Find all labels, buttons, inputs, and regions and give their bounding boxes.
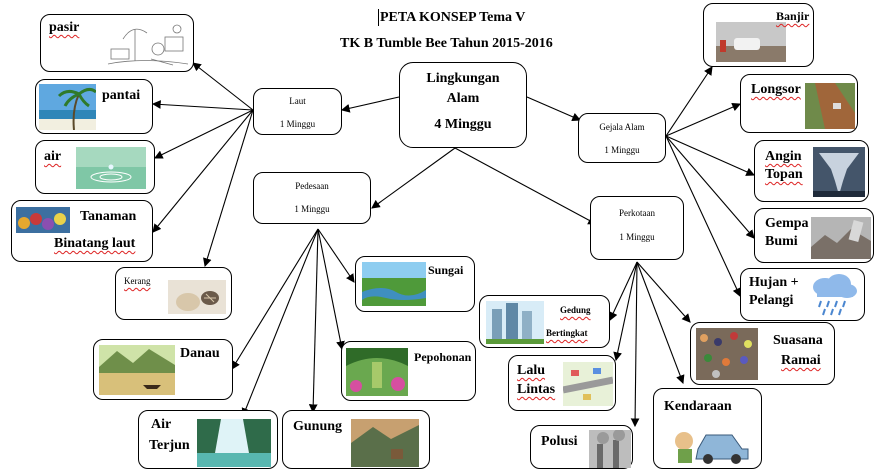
gempa-label-2: Bumi bbox=[765, 234, 798, 249]
title-line-1: PETA KONSEP Tema V bbox=[380, 10, 526, 25]
leaf-hujan-pelangi[interactable] bbox=[740, 268, 865, 321]
longsor-landslide-image bbox=[805, 83, 855, 129]
title-line-2: TK B Tumble Bee Tahun 2015-2016 bbox=[340, 36, 553, 51]
leaf-lalu-lintas[interactable] bbox=[508, 355, 616, 411]
air-terjun-label-2: Terjun bbox=[149, 438, 190, 453]
leaf-air-terjun[interactable] bbox=[138, 410, 278, 469]
gejala-duration: 1 Minggu bbox=[604, 145, 640, 155]
text-cursor bbox=[378, 9, 379, 26]
angin-label-1: Angin bbox=[765, 149, 802, 164]
leaf-kerang[interactable] bbox=[115, 267, 232, 320]
leaf-air[interactable] bbox=[35, 140, 155, 194]
gunung-mountain-image bbox=[351, 419, 419, 467]
node-laut[interactable] bbox=[253, 88, 342, 135]
leaf-gempa-bumi[interactable] bbox=[754, 208, 874, 263]
gedung-buildings-image bbox=[486, 301, 544, 344]
kendaraan-car-image bbox=[670, 419, 750, 465]
pasir-sketch-image bbox=[103, 19, 191, 69]
leaf-angin-topan[interactable] bbox=[754, 140, 869, 202]
leaf-suasana-ramai[interactable] bbox=[690, 322, 835, 385]
sungai-river-image bbox=[362, 262, 426, 306]
pantai-label: pantai bbox=[102, 88, 141, 103]
leaf-banjir[interactable] bbox=[703, 3, 814, 67]
gempa-bumi-rubble-image bbox=[811, 217, 871, 259]
perkotaan-name: Perkotaan bbox=[619, 208, 655, 218]
longsor-label: Longsor bbox=[751, 82, 801, 97]
banjir-flood-image bbox=[716, 22, 786, 62]
lalu-lintas-label-2: Lintas bbox=[517, 382, 556, 397]
laut-name: Laut bbox=[289, 96, 306, 106]
binatang-laut-label: Binatang laut bbox=[54, 236, 136, 251]
kendaraan-label: Kendaraan bbox=[664, 399, 732, 414]
leaf-pepohonan[interactable] bbox=[341, 341, 476, 401]
leaf-polusi[interactable] bbox=[530, 425, 633, 469]
suasana-label-2: Ramai bbox=[781, 353, 821, 368]
leaf-kendaraan[interactable] bbox=[653, 388, 762, 469]
leaf-danau[interactable] bbox=[93, 339, 233, 400]
center-line-1: Lingkungan bbox=[426, 71, 500, 86]
lalu-lintas-label-1: Lalu bbox=[517, 363, 546, 378]
air-terjun-label-1: Air bbox=[151, 417, 172, 432]
banjir-label: Banjir bbox=[776, 9, 810, 23]
hujan-rain-cloud-icon bbox=[807, 273, 859, 319]
pepohonan-trees-image bbox=[346, 348, 408, 396]
pepohonan-label: Pepohonan bbox=[414, 350, 472, 364]
tanaman-label: Tanaman bbox=[80, 209, 137, 224]
gejala-name: Gejala Alam bbox=[599, 122, 645, 132]
angin-label-2: Topan bbox=[765, 167, 803, 182]
polusi-label: Polusi bbox=[541, 434, 578, 449]
pasir-label: pasir bbox=[49, 20, 80, 35]
angin-topan-tornado-image bbox=[813, 147, 865, 197]
polusi-smoke-image bbox=[589, 430, 631, 468]
tanaman-coral-image bbox=[16, 207, 70, 233]
air-terjun-waterfall-image bbox=[197, 419, 271, 467]
center-node[interactable] bbox=[399, 62, 527, 148]
node-perkotaan[interactable] bbox=[590, 196, 684, 260]
air-water-drop-image bbox=[76, 147, 146, 189]
danau-lake-image bbox=[99, 345, 175, 395]
node-pedesaan[interactable] bbox=[253, 172, 371, 224]
hujan-label-2: Pelangi bbox=[749, 293, 794, 308]
air-label: air bbox=[44, 149, 62, 164]
pantai-beach-image bbox=[39, 84, 96, 130]
hujan-label-1: Hujan + bbox=[749, 275, 799, 290]
kerang-shells-image bbox=[168, 280, 226, 314]
laut-duration: 1 Minggu bbox=[279, 119, 316, 129]
center-line-3: 4 Minggu bbox=[434, 117, 492, 132]
leaf-longsor[interactable] bbox=[740, 74, 858, 133]
kerang-label: Kerang bbox=[124, 276, 151, 286]
pedesaan-name: Pedesaan bbox=[295, 181, 329, 191]
center-line-2: Alam bbox=[446, 91, 480, 106]
lalu-lintas-traffic-image bbox=[563, 362, 613, 406]
leaf-tanaman-binatang-laut[interactable] bbox=[11, 200, 153, 262]
gedung-label-1: Gedung bbox=[560, 305, 591, 315]
gempa-label-1: Gempa bbox=[765, 216, 809, 231]
perkotaan-duration: 1 Minggu bbox=[619, 232, 655, 242]
leaf-pasir[interactable] bbox=[40, 14, 194, 72]
leaf-gunung[interactable] bbox=[282, 410, 430, 469]
leaf-pantai[interactable] bbox=[35, 79, 153, 134]
suasana-label-1: Suasana bbox=[773, 333, 823, 348]
leaf-sungai[interactable] bbox=[355, 256, 475, 312]
sungai-label: Sungai bbox=[428, 263, 464, 277]
gunung-label: Gunung bbox=[293, 419, 343, 434]
pedesaan-duration: 1 Minggu bbox=[294, 204, 330, 214]
suasana-crowd-image bbox=[696, 328, 758, 380]
danau-label: Danau bbox=[180, 346, 220, 361]
leaf-gedung-bertingkat[interactable] bbox=[479, 295, 610, 348]
gedung-label-2: Bertingkat bbox=[546, 328, 588, 338]
node-gejala-alam[interactable] bbox=[578, 113, 666, 163]
